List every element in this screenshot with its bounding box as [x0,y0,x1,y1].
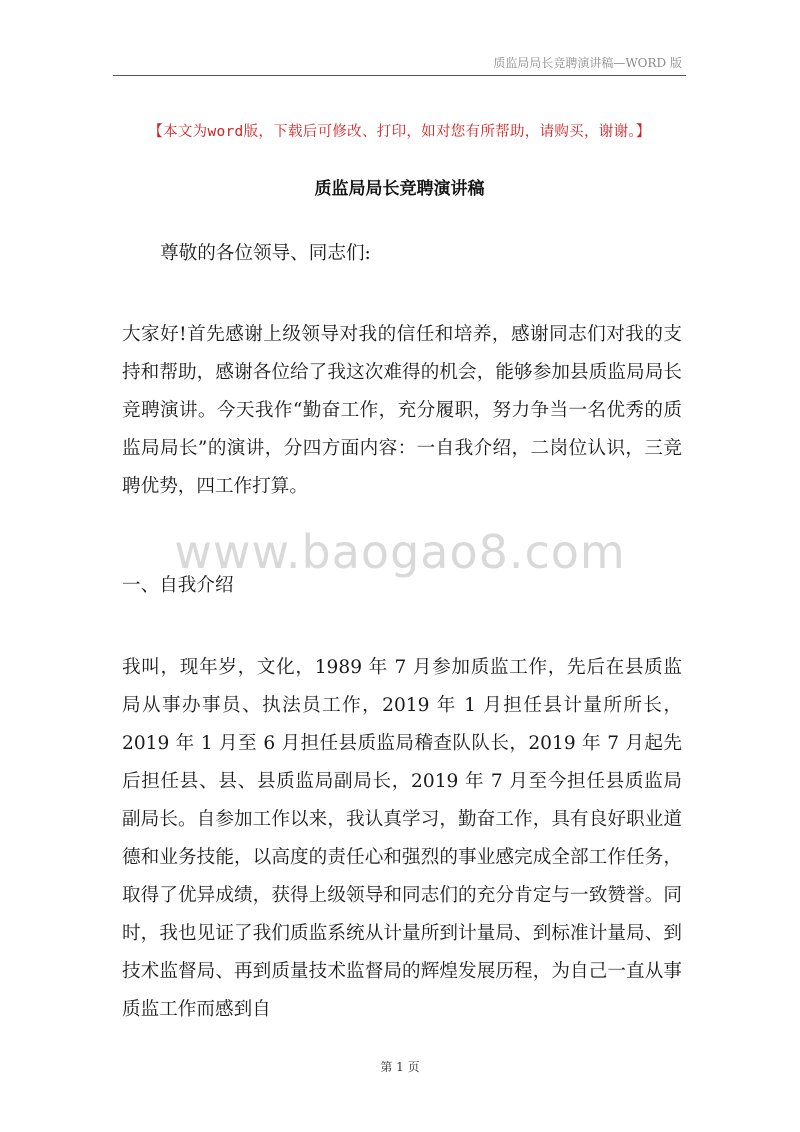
paragraph-self-intro: 我叫，现年岁，文化，1989 年 7 月参加质监工作，先后在县质监局从事办事员、执法员工作，2019 年 1 月担任县计量所所长，2019 年 1 月至 6 月担任县质监局稽查队队长，2019 年 7 月起先后担任县、县、县质监局副局长，2019 年 7 月至今担任县质监局副局长。自参加工作以来，我认真学习，勤奋工作，具有良好职业道德和业务技能，以高度的责任心和强烈的事业感完成全部工作任务，取得了优异成绩，获得上级领导和同志们的充分肯定与一致赞誉。同时，我也见证了我们质监系统从计量所到计量局、到标准计量局、到技术监督局、再到质量技术监督局的辉煌发展历程，为自己一直从事质监工作而感到自 [122,657,682,1020]
greeting-line: 尊敬的各位领导、同志们: [160,243,371,264]
running-header: 质监局局长竞聘演讲稿—WORD 版 [493,56,682,70]
document-title: 质监局局长竞聘演讲稿 [314,179,485,199]
page-number: 第 1 页 [380,1060,420,1074]
section-heading-self-intro: 一、自我介绍 [122,575,234,596]
download-notice: 【本文为word版，下载后可修改、打印，如对您有所帮助，请购买，谢谢。】 [148,124,651,140]
watermark-text: www.baogao8.com [174,525,626,579]
paragraph-intro: 大家好!首先感谢上级领导对我的信任和培养，感谢同志们对我的支持和帮助，感谢各位给了我这次难得的机会，能够参加县质监局局长竞聘演讲。今天我作“勤奋工作，充分履职，努力争当一名优秀的质监局局长”的演讲，分四方面内容：一自我介绍，二岗位认识，三竞聘优势，四工作打算。 [122,324,682,497]
header-divider [113,75,686,76]
